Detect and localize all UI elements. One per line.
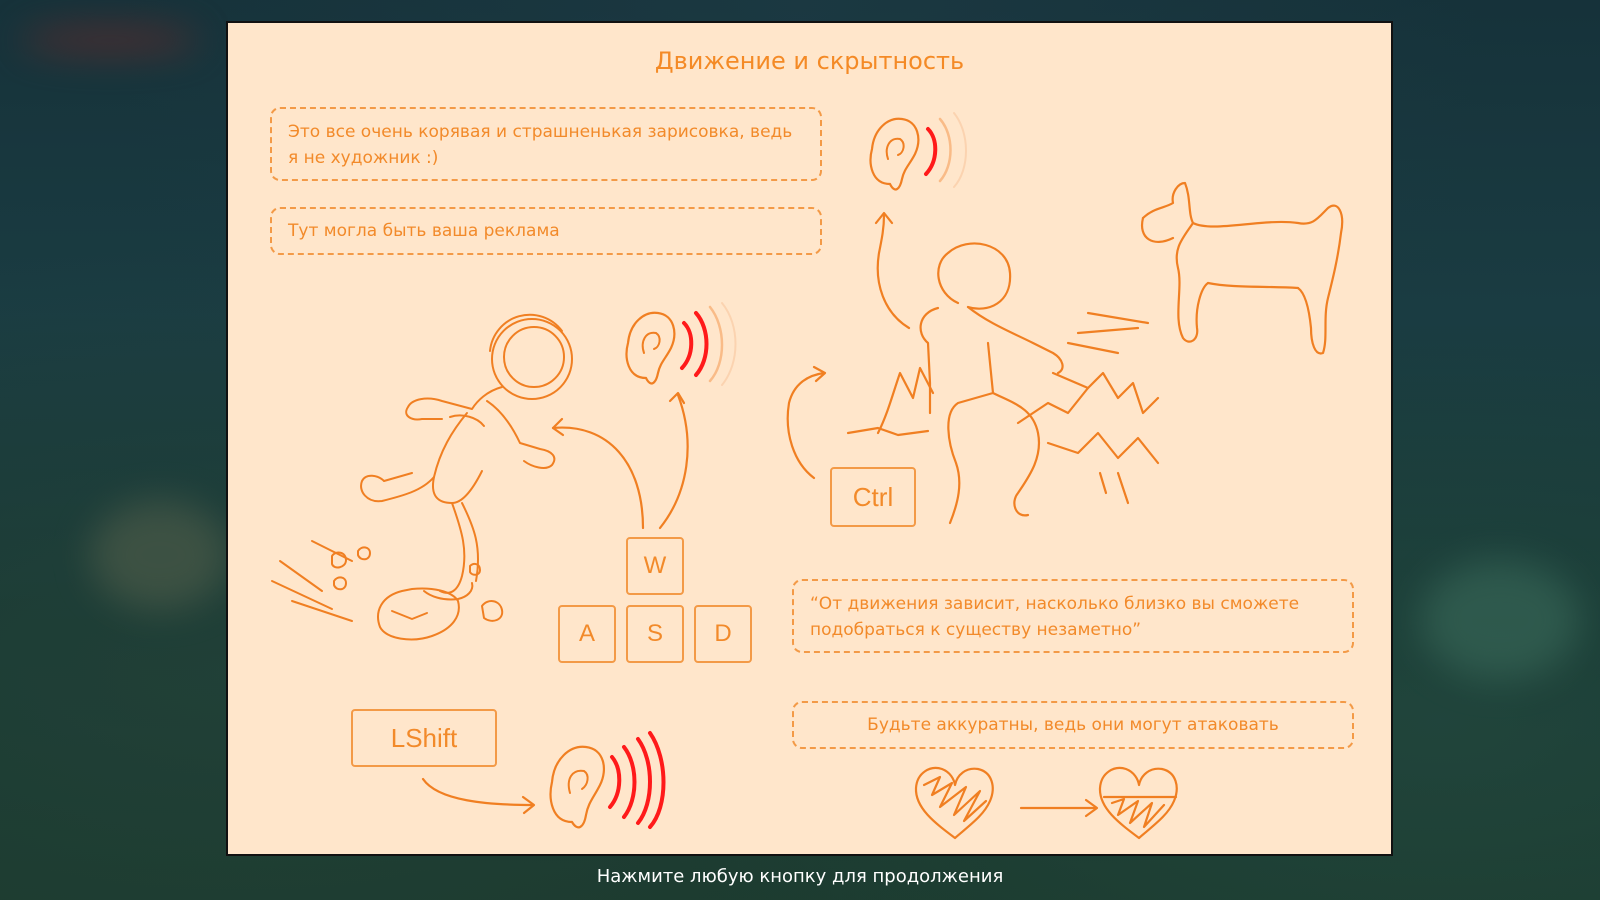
arrow-icon [1016, 793, 1106, 823]
heart-icon [1094, 763, 1184, 843]
heart-icon [910, 763, 1000, 843]
note-advert: Тут могла быть ваша реклама [270, 207, 822, 255]
key-s: S [626, 605, 684, 663]
astronaut-sketch [262, 291, 572, 661]
background-foliage [90, 500, 230, 610]
continue-prompt: Нажмите любую кнопку для продолжения [596, 866, 1004, 887]
tutorial-panel [226, 21, 1393, 856]
arrow-icon [408, 767, 548, 827]
arrow-icon [648, 383, 708, 533]
key-ctrl: Ctrl [830, 467, 916, 527]
ear-icon [542, 727, 672, 837]
background-foliage [1420, 560, 1580, 680]
creature-sketch [1133, 178, 1353, 363]
arrow-icon [784, 353, 854, 483]
key-lshift: LShift [351, 709, 497, 767]
key-d: D [694, 605, 752, 663]
arrow-icon [864, 203, 934, 333]
key-a: A [558, 605, 616, 663]
note-warning: Будьте аккуратны, ведь они могут атаковать [792, 701, 1354, 749]
note-sketch-disclaimer: Это все очень корявая и страшненькая зарисовка, ведь я не художник :) [270, 107, 822, 181]
note-movement-quote: “От движения зависит, насколько близко вы сможете подобраться к существу незаметно” [792, 579, 1354, 653]
background-foliage [20, 25, 200, 55]
key-w: W [626, 537, 684, 595]
ear-icon [616, 293, 746, 393]
panel-title: Движение и скрытность [654, 47, 965, 75]
ear-icon [860, 99, 990, 199]
